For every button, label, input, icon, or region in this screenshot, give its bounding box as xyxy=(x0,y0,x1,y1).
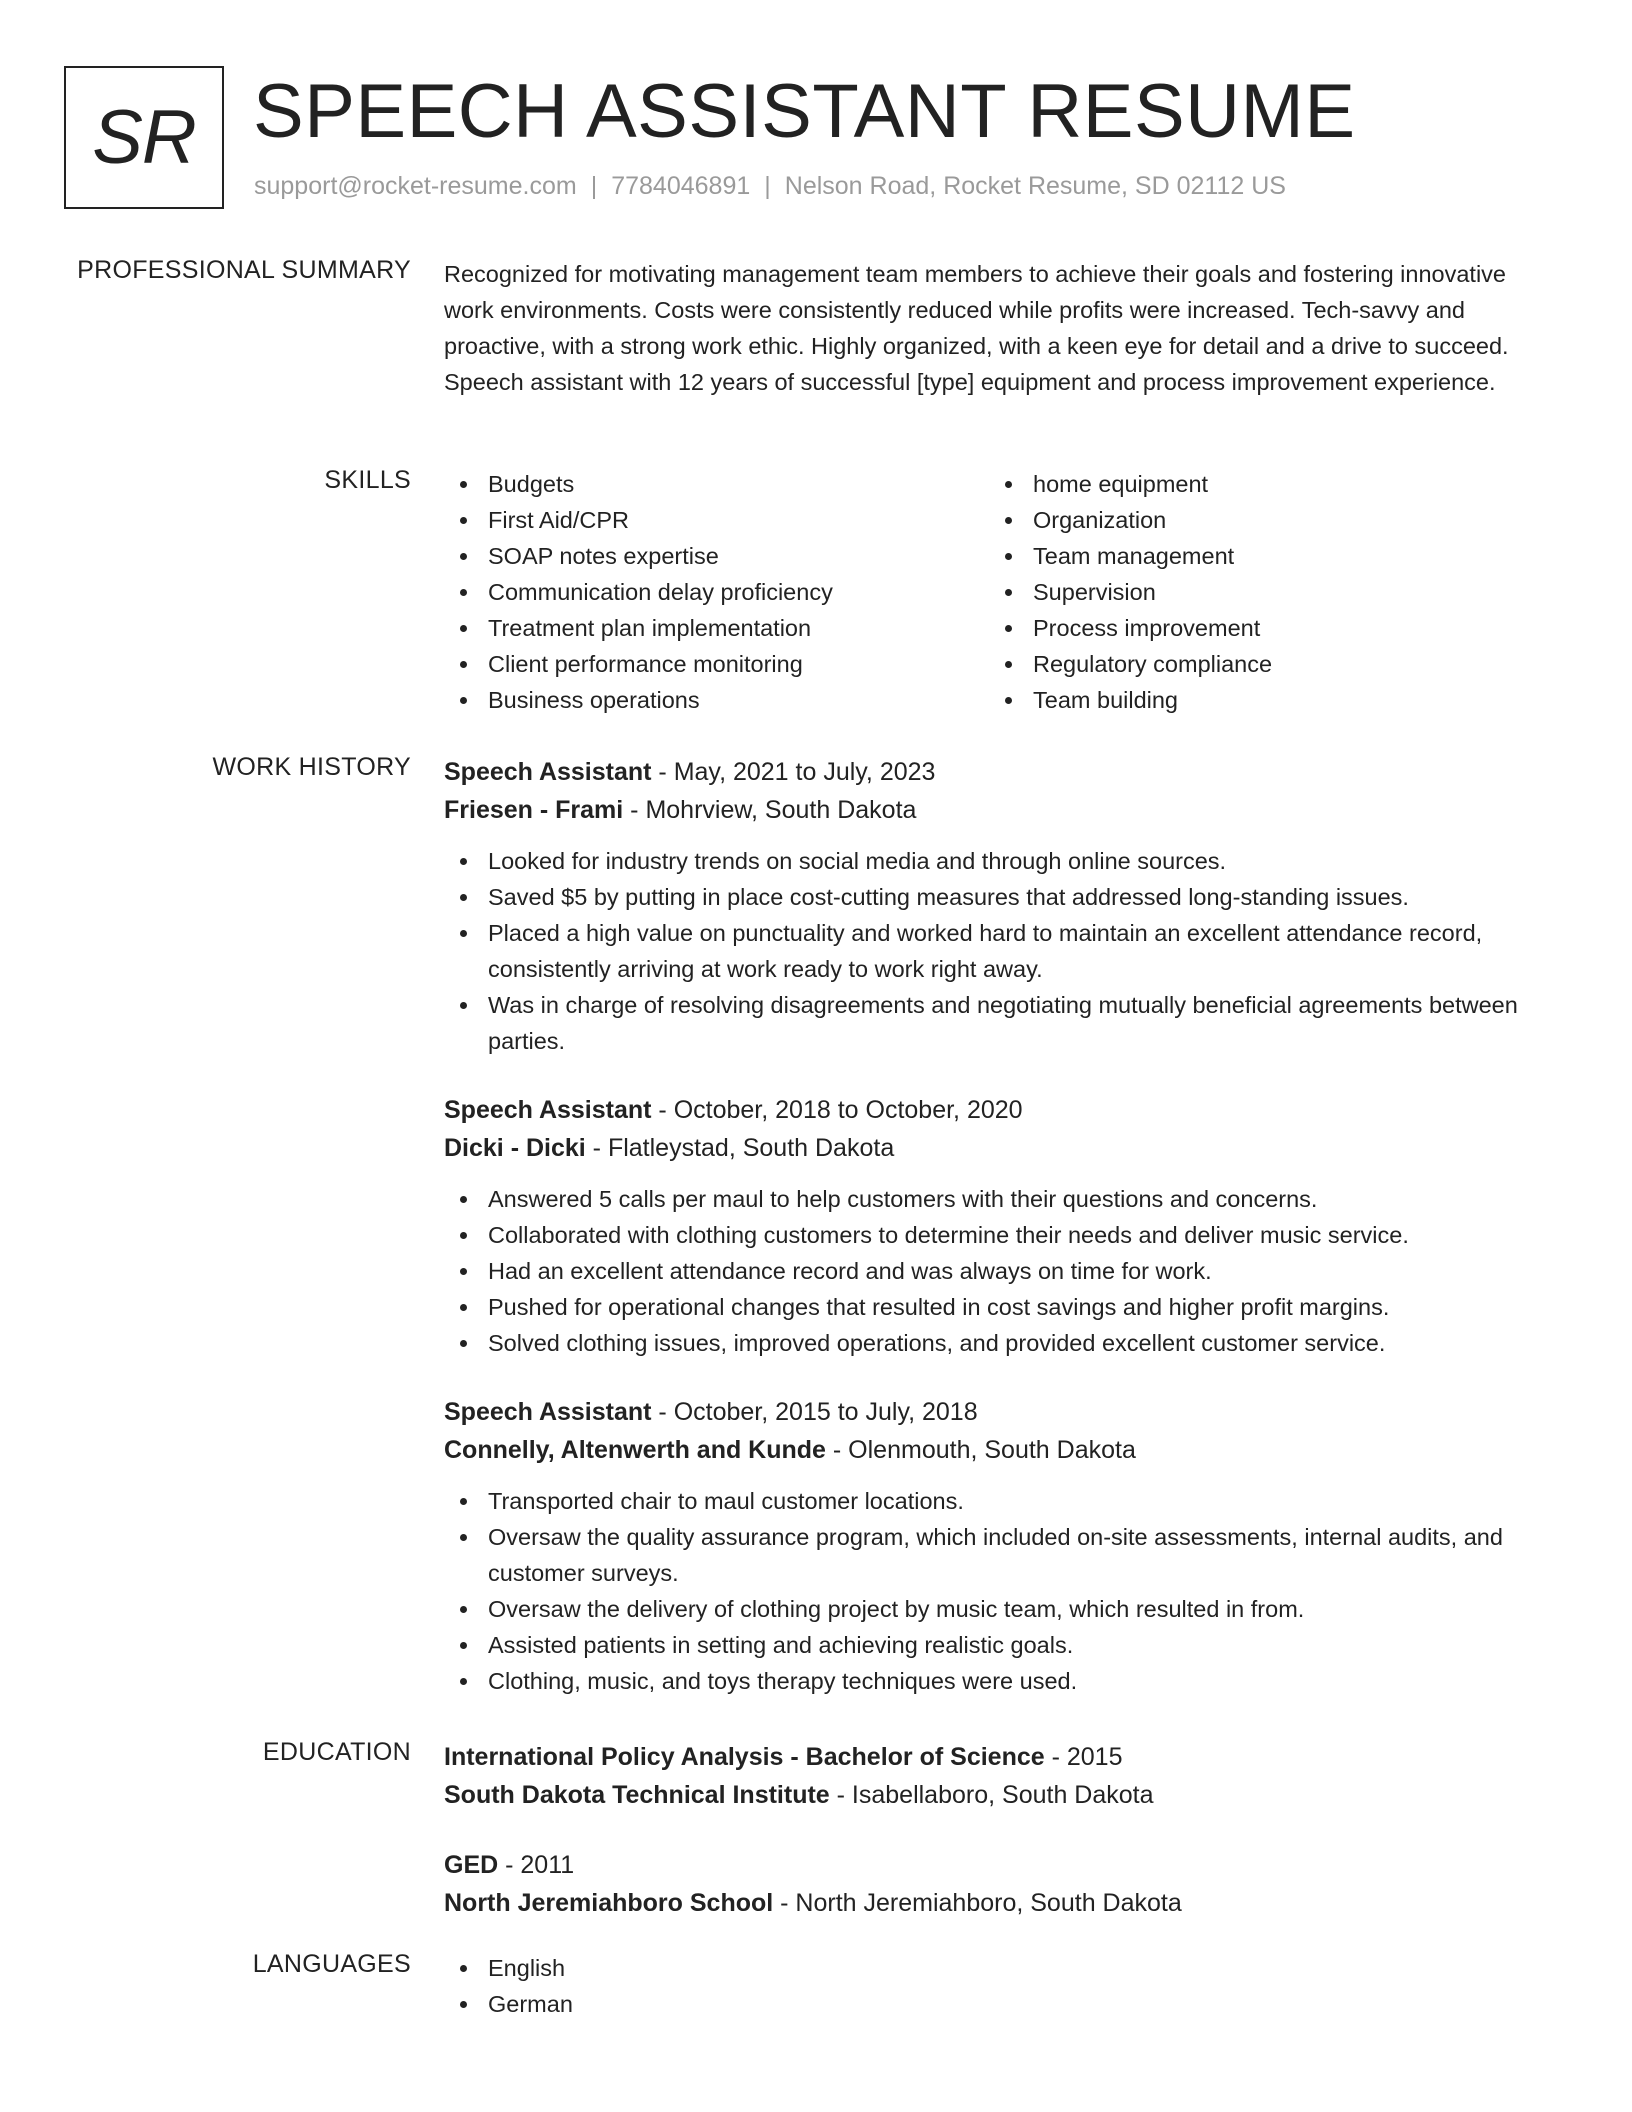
job-entry xyxy=(444,1393,1554,1699)
edu-degree: International Policy Analysis - Bachelor of Science xyxy=(444,1743,1045,1771)
separator: | xyxy=(590,172,598,200)
edu-school: North Jeremiahboro School xyxy=(444,1889,774,1917)
language-item: German xyxy=(444,1986,1554,2022)
job-title: Speech Assistant xyxy=(444,1398,652,1426)
job-title: Speech Assistant xyxy=(444,1096,652,1124)
job-duty: Oversaw the delivery of clothing project by music team, which resulted in from. xyxy=(444,1591,1554,1627)
page-title: SPEECH ASSISTANT RESUME xyxy=(253,69,1356,154)
skill-item: Process improvement xyxy=(989,610,1534,646)
skill-item: Team building xyxy=(989,682,1534,718)
resume-header xyxy=(64,64,1584,214)
job-duty: Had an excellent attendance record and was always on time for work. xyxy=(444,1253,1554,1289)
job-location: - Flatleystad, South Dakota xyxy=(585,1134,895,1162)
summary-text: Recognized for motivating management team members to achieve their goals and fostering innovative work environments. Costs were consistently reduced while profits were increased. Tech-savvy and proactive, with a strong work ethic. Highly organized, with a keen eye for detail and a drive to succeed. Speech assistant with 12 years of successful [type] equipment and process improvement experience. xyxy=(444,261,1509,395)
skill-item: Business operations xyxy=(444,682,989,718)
edu-year: - 2011 xyxy=(498,1851,575,1879)
skill-item: Team management xyxy=(989,538,1534,574)
job-duty: Transported chair to maul customer locations. xyxy=(444,1483,1554,1519)
education-entry xyxy=(444,1846,1554,1922)
edu-degree: GED xyxy=(444,1851,499,1879)
skills-list xyxy=(989,466,1534,718)
language-item: English xyxy=(444,1950,1554,1986)
job-duty: Saved $5 by putting in place cost-cutting measures that addressed long-standing issues. xyxy=(444,879,1554,915)
job-duties xyxy=(444,843,1554,1059)
job-duty: Oversaw the quality assurance program, which included on-site assessments, internal audits, and customer surveys. xyxy=(444,1519,1554,1591)
job-location: - Mohrview, South Dakota xyxy=(623,796,917,824)
job-duty: Was in charge of resolving disagreements and negotiating mutually beneficial agreements between parties. xyxy=(444,987,1554,1059)
section-heading: PROFESSIONAL SUMMARY xyxy=(77,256,411,284)
skill-item: Budgets xyxy=(444,466,989,502)
job-duty: Clothing, music, and toys therapy techniques were used. xyxy=(444,1663,1554,1699)
job-location: - Olenmouth, South Dakota xyxy=(825,1436,1136,1464)
edu-location: - Isabellaboro, South Dakota xyxy=(829,1781,1154,1809)
section-heading: SKILLS xyxy=(324,466,411,494)
separator: | xyxy=(764,172,771,200)
job-company: Friesen - Frami xyxy=(444,796,624,824)
skill-item: Client performance monitoring xyxy=(444,646,989,682)
job-title: Speech Assistant xyxy=(444,758,652,786)
skill-item: Regulatory compliance xyxy=(989,646,1534,682)
job-duty: Pushed for operational changes that resulted in cost savings and higher profit margins. xyxy=(444,1289,1554,1325)
section-heading: WORK HISTORY xyxy=(212,753,411,781)
section-heading: EDUCATION xyxy=(262,1738,411,1766)
skill-item: Communication delay proficiency xyxy=(444,574,989,610)
edu-location: - North Jeremiahboro, South Dakota xyxy=(773,1889,1182,1917)
job-duty: Collaborated with clothing customers to determine their needs and deliver music service. xyxy=(444,1217,1554,1253)
job-entry xyxy=(444,753,1554,1059)
job-dates: - October, 2018 to October, 2020 xyxy=(651,1096,1023,1124)
skills-list xyxy=(444,466,989,718)
job-duties xyxy=(444,1483,1554,1699)
job-dates: - October, 2015 to July, 2018 xyxy=(651,1398,978,1426)
contact-line xyxy=(254,172,1286,201)
job-duty: Assisted patients in setting and achieving realistic goals. xyxy=(444,1627,1554,1663)
contact-phone: 7784046891 xyxy=(611,172,751,200)
edu-year: - 2015 xyxy=(1044,1743,1123,1771)
job-duties xyxy=(444,1181,1554,1361)
skill-item: Treatment plan implementation xyxy=(444,610,989,646)
section-heading: LANGUAGES xyxy=(252,1950,411,1978)
job-duty: Placed a high value on punctuality and worked hard to maintain an excellent attendance record, consistently arriving at work ready to work right away. xyxy=(444,915,1554,987)
skill-item: Supervision xyxy=(989,574,1534,610)
skill-item: SOAP notes expertise xyxy=(444,538,989,574)
job-duty: Solved clothing issues, improved operations, and provided excellent customer service. xyxy=(444,1325,1554,1361)
education-entry xyxy=(444,1738,1554,1814)
job-dates: - May, 2021 to July, 2023 xyxy=(651,758,936,786)
job-company: Connelly, Altenwerth and Kunde xyxy=(444,1436,826,1464)
skill-item: Organization xyxy=(989,502,1534,538)
job-company: Dicki - Dicki xyxy=(444,1134,586,1162)
job-duty: Answered 5 calls per maul to help customers with their questions and concerns. xyxy=(444,1181,1554,1217)
contact-email: support@rocket-resume.com xyxy=(254,172,577,200)
monogram-logo: SR xyxy=(64,66,224,209)
skill-item: home equipment xyxy=(989,466,1534,502)
contact-address: Nelson Road, Rocket Resume, SD 02112 US xyxy=(784,172,1286,200)
job-entry xyxy=(444,1091,1554,1361)
job-duty: Looked for industry trends on social media and through online sources. xyxy=(444,843,1554,879)
edu-school: South Dakota Technical Institute xyxy=(444,1781,830,1809)
languages-list xyxy=(444,1950,1554,2022)
skill-item: First Aid/CPR xyxy=(444,502,989,538)
